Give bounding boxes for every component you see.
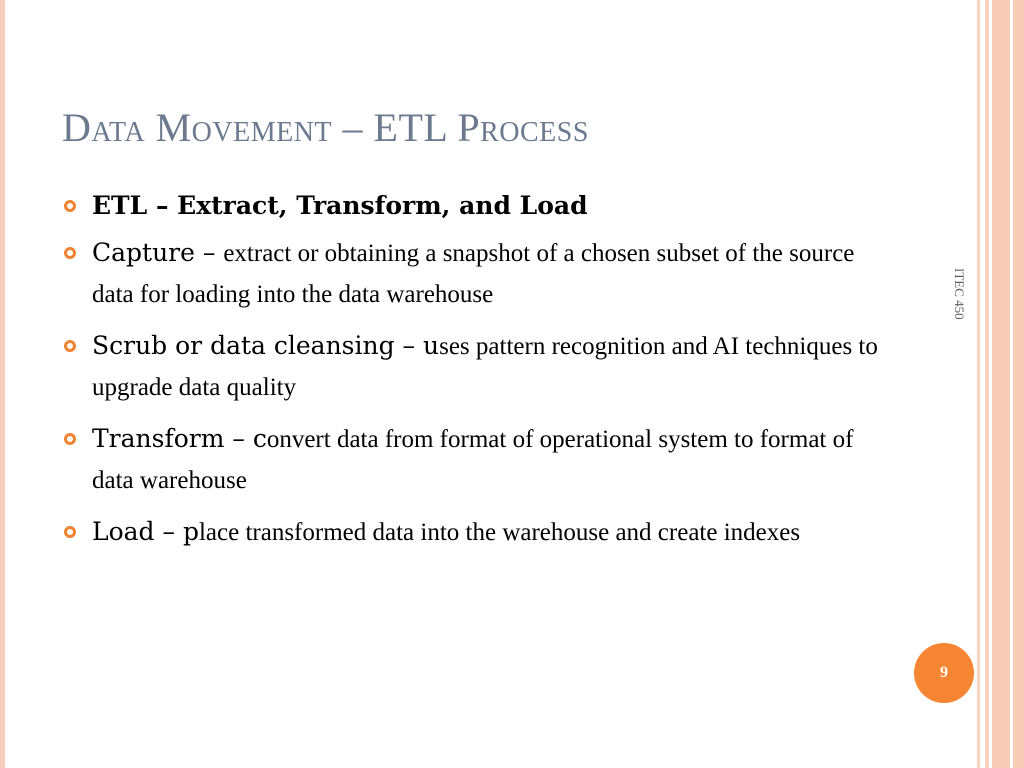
- bullet-description: onvert data from format of operational system to format of data warehouse: [92, 426, 854, 494]
- bullet-lead: Scrub or data cleansing – u: [92, 331, 440, 360]
- slide-title: Data Movement – ETL Process: [62, 105, 589, 150]
- bullet-lead: Load – p: [92, 517, 199, 546]
- bullet-list: [62, 186, 882, 564]
- right-stripe-decoration: [977, 0, 980, 768]
- bullet-item: [62, 186, 882, 227]
- bullet-item: [62, 233, 882, 315]
- bullet-circle-icon: [64, 433, 76, 445]
- right-stripe-decoration: [1013, 0, 1024, 768]
- bullet-lead: Capture –: [92, 238, 224, 267]
- page-number-badge: [914, 643, 974, 703]
- bullet-item: [62, 419, 882, 501]
- course-label: ITEC 450: [952, 268, 967, 320]
- bullet-item: [62, 326, 882, 408]
- bullet-description: ses pattern recognition and AI techniques to upgrade data quality: [92, 333, 878, 401]
- bullet-circle-icon: [64, 200, 76, 212]
- right-stripe-decoration: [985, 0, 989, 768]
- left-border-decoration: [0, 0, 5, 768]
- bullet-lead: Transform – c: [92, 424, 267, 453]
- bullet-description: extract or obtaining a snapshot of a chosen subset of the source data for loading into the data warehouse: [92, 240, 855, 308]
- bullet-description: lace transformed data into the warehouse and create indexes: [198, 519, 801, 546]
- page-number: 9: [940, 664, 948, 681]
- right-stripe-decoration: [992, 0, 1010, 768]
- bullet-circle-icon: [64, 340, 76, 352]
- bullet-circle-icon: [64, 247, 76, 259]
- bullet-circle-icon: [64, 526, 76, 538]
- bullet-lead: ETL – Extract, Transform, and Load: [92, 191, 588, 220]
- bullet-item: [62, 512, 882, 553]
